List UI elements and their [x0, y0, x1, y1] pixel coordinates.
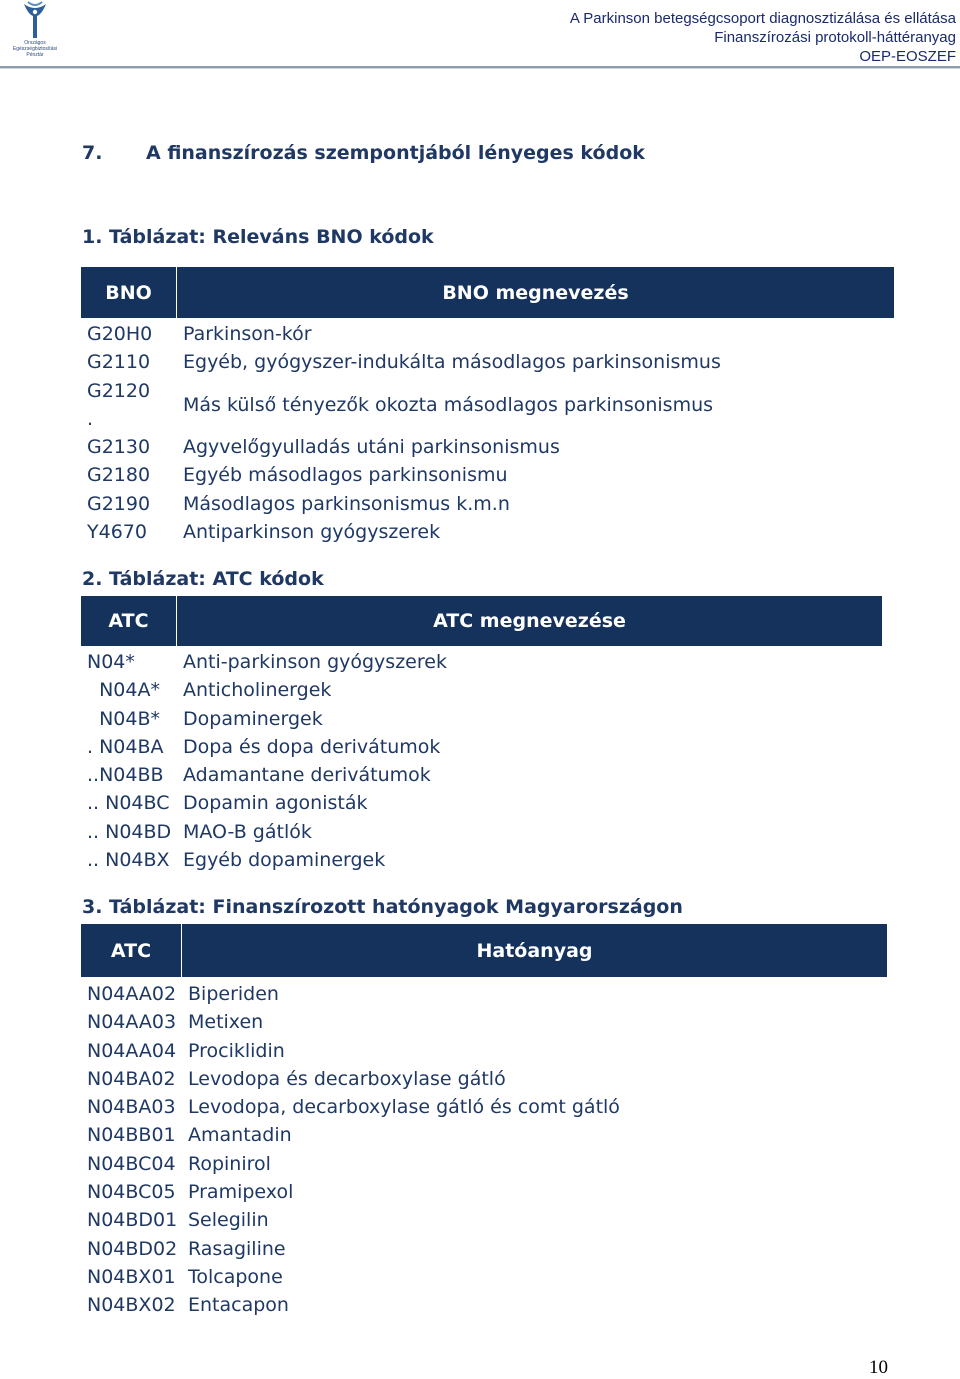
header-divider [0, 66, 960, 69]
row-code: N04AA04 [87, 1039, 177, 1062]
row-code: N04BD01 [87, 1209, 178, 1232]
table3-header [81, 924, 887, 977]
table-row [87, 789, 887, 817]
row-name: Levodopa, decarboxylase gátló és comt gátló [188, 1096, 620, 1119]
header-line-title: A Parkinson betegségcsoport diagnosztizálása és ellátása [569, 10, 956, 27]
table-row [87, 676, 887, 704]
table3-header-name: Hatóanyag [476, 939, 593, 962]
row-name: Anti-parkinson gyógyszerek [183, 651, 447, 673]
table1-caption: 1. Táblázat: Releváns BNO kódok [82, 226, 434, 248]
row-code: N04BB01 [87, 1124, 176, 1147]
header-line-subtitle: Finanszírozási protokoll-háttéranyag [714, 29, 956, 46]
row-name: Adamantane derivátumok [183, 764, 431, 787]
table2-header-name: ATC megnevezése [433, 610, 626, 632]
table2-body [87, 648, 887, 874]
row-name: Rasagiline [188, 1237, 286, 1260]
table-row [87, 980, 887, 1008]
row-code: G2120 . [87, 379, 151, 430]
row-code: N04AA03 [87, 1011, 177, 1034]
table-row [87, 320, 887, 348]
logo-caption: Országos Egészségbiztosítási Pénztár [12, 40, 58, 58]
row-name: Dopaminergek [183, 707, 323, 730]
section-number: 7. [82, 142, 103, 164]
table-row [87, 1093, 887, 1121]
table-row [87, 818, 887, 846]
row-name: Selegilin [188, 1209, 269, 1232]
row-name: Pramipexol [188, 1181, 294, 1204]
row-code: G2190 [87, 492, 151, 515]
row-code: .. N04BX [87, 849, 170, 872]
table-row [87, 1008, 887, 1036]
row-name: Egyéb dopaminergek [183, 849, 386, 872]
table3-caption: 3. Táblázat: Finanszírozott hatónyagok Magyarországon [82, 896, 683, 918]
row-code: .. N04BC [87, 792, 170, 815]
table-row [87, 1291, 887, 1319]
table-row [87, 490, 887, 518]
row-code: N04BC04 [87, 1152, 176, 1175]
row-name: Dopamin agonisták [183, 792, 368, 815]
table-row [87, 1150, 887, 1178]
table-row [87, 433, 887, 461]
row-name: MAO-B gátlók [183, 820, 312, 843]
table1-header-code: BNO [81, 267, 177, 318]
row-code: N04AA02 [87, 983, 177, 1005]
row-name: Egyéb, gyógyszer-indukálta másodlagos parkinsonismus [183, 351, 721, 374]
table3-header-code: ATC [81, 924, 182, 977]
row-name: Biperiden [188, 983, 279, 1005]
row-name: Egyéb másodlagos parkinsonismu [183, 464, 508, 487]
table1-header [81, 267, 894, 318]
row-name: Antiparkinson gyógyszerek [183, 521, 441, 544]
row-code: N04BA03 [87, 1096, 176, 1119]
row-code: .. N04BD [87, 820, 172, 843]
row-code: N04BC05 [87, 1181, 176, 1204]
row-name: Tolcapone [188, 1265, 283, 1288]
row-name: Entacapon [188, 1294, 289, 1317]
row-name: Metixen [188, 1011, 264, 1034]
table-row [87, 846, 887, 874]
table2-header [81, 596, 882, 646]
header-line-org: OEP-EOSZEF [859, 48, 956, 65]
table-row [87, 1235, 887, 1263]
page-header [0, 0, 960, 70]
row-name: Másodlagos parkinsonismus k.m.n [183, 492, 510, 515]
header-text [570, 9, 956, 66]
row-code: N04B* [87, 707, 161, 730]
table-row [87, 518, 887, 546]
row-name: Levodopa és decarboxylase gátló [188, 1067, 506, 1090]
row-code: N04A* [87, 679, 160, 702]
table2-header-code: ATC [81, 596, 177, 646]
table2-caption: 2. Táblázat: ATC kódok [82, 568, 324, 590]
row-code: Y4670 [87, 521, 147, 544]
table-row [87, 648, 887, 676]
row-code: ..N04BB [87, 764, 164, 787]
row-name: Dopa és dopa derivátumok [183, 735, 441, 758]
row-code: G2110 [87, 351, 151, 374]
row-code: N04BD02 [87, 1237, 178, 1260]
row-name: Anticholinergek [183, 679, 332, 702]
row-code: N04BX02 [87, 1294, 176, 1317]
row-code: G2130 [87, 436, 151, 459]
row-name: Más külső tényezők okozta másodlagos parkinsonismus [183, 393, 714, 416]
table-row [87, 377, 887, 434]
table-row [87, 348, 887, 376]
row-code: N04BX01 [87, 1265, 176, 1288]
table-row [87, 1121, 887, 1149]
section-title: A finanszírozás szempontjából lényeges kódok [146, 142, 645, 164]
table-row [87, 705, 887, 733]
row-name: Prociklidin [188, 1039, 285, 1062]
row-code: . N04BA [87, 735, 164, 758]
table-row [87, 1263, 887, 1291]
section-heading [82, 142, 645, 164]
row-code: N04BA02 [87, 1067, 176, 1090]
table3-body [87, 980, 887, 1320]
table-row [87, 1065, 887, 1093]
table-row [87, 733, 887, 761]
page-number: 10 [869, 1357, 888, 1378]
row-name: Amantadin [188, 1124, 292, 1147]
row-name: Parkinson-kór [183, 323, 312, 345]
row-name: Ropinirol [188, 1152, 271, 1175]
table1-header-name: BNO megnevezés [442, 281, 629, 304]
table-row [87, 761, 887, 789]
table-row [87, 1206, 887, 1234]
table-row [87, 461, 887, 489]
row-code: N04* [87, 651, 135, 673]
table1-body [87, 320, 887, 546]
table-row [87, 1037, 887, 1065]
row-code: G20H0 [87, 323, 153, 345]
table-row [87, 1178, 887, 1206]
row-name: Agyvelőgyulladás utáni parkinsonismus [183, 436, 560, 459]
row-code: G2180 [87, 464, 151, 487]
